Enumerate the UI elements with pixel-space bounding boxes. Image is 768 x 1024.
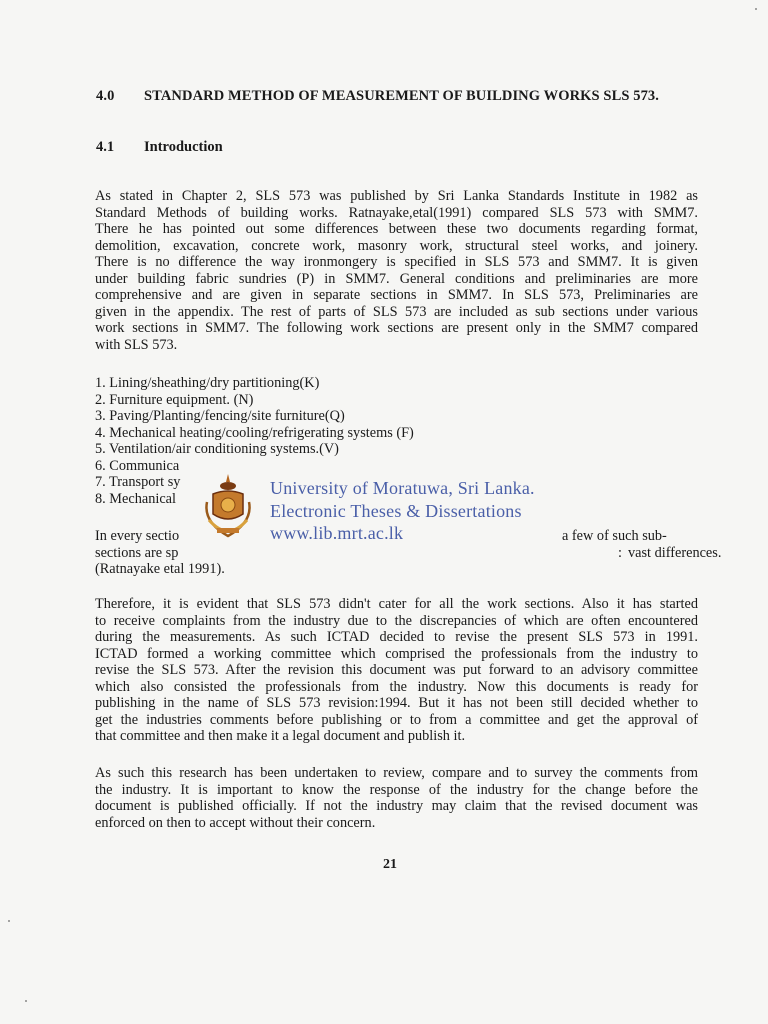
obscured-text-right: a few of such sub- (562, 528, 667, 544)
scan-speck (25, 1000, 27, 1002)
list-item: 8. Mechanical (95, 490, 176, 507)
list-item: 3. Paving/Planting/fencing/site furniture(Q) (95, 408, 345, 424)
text-line: revise the SLS 573. After the revision this document was put forward to an advisory committee (95, 662, 698, 678)
closing-paragraph (95, 765, 698, 831)
watermark-theses: Electronic Theses & Dissertations (270, 501, 522, 521)
list-item: 4. Mechanical heating/cooling/refrigerating systems (F) (95, 424, 414, 441)
text-line: get the industries comments before publishing or to from a committee and get the approval of (95, 711, 698, 728)
watermark-university: University of Moratuwa, Sri Lanka. (270, 478, 535, 498)
text-line: work sections in SMM7. The following work sections are present only in the SMM7 compared (95, 320, 698, 336)
text-line: document is published officially. If not the industry may claim that the revised document was (95, 798, 698, 814)
section-title: STANDARD METHOD OF MEASUREMENT OF BUILDING WORKS SLS 573. (144, 88, 660, 104)
obscured-text-left: sections are sp (95, 545, 179, 561)
text-line: publishing in the name of SLS 573 revision:1994. But it has not been still decided whether to (95, 695, 698, 711)
text-line: with SLS 573. (95, 336, 178, 353)
obscured-mark: : (618, 545, 622, 561)
scan-speck (755, 8, 757, 10)
section-number: 4.0 (96, 88, 115, 104)
list-item: 7. Transport sy (95, 474, 181, 490)
text-line: during the measurements. As such ICTAD decided to revise the present SLS 573 in 1991. (95, 629, 698, 645)
text-line: the industry. It is important to know the response of the industry for the change before the (95, 781, 698, 798)
body-paragraph (95, 596, 698, 745)
text-line: demolition, excavation, concrete work, masonry work, structural steel works, and joinery. (95, 237, 698, 254)
subsection-number: 4.1 (96, 139, 115, 155)
text-line: There he has pointed out some differences between these two documents regarding format, (95, 221, 698, 237)
list-item: 5. Ventilation/air conditioning systems.(V) (95, 441, 339, 457)
scan-speck (8, 920, 10, 922)
text-line: comprehensive and are given in separate sections in SMM7. In SLS 573, Preliminaries are (95, 287, 698, 303)
text-line: As such this research has been undertaken to review, compare and to survey the comments from (95, 765, 698, 781)
list-item: 1. Lining/sheathing/dry partitioning(K) (95, 375, 320, 391)
text-line: which also consisted the professionals from the industry. Now this documents is ready for (95, 678, 698, 695)
page-number: 21 (383, 857, 397, 872)
text-line: that committee and then make it a legal document and publish it. (95, 728, 466, 744)
watermark-url: www.lib.mrt.ac.lk (270, 523, 404, 543)
text-line: under building fabric sundries (P) in SMM7. General conditions and preliminaries are more (95, 270, 698, 287)
obscured-text-right: vast differences. (628, 545, 722, 561)
obscured-text-left: In every sectio (95, 528, 180, 544)
text-line: There is no difference the way ironmongery is specified in SLS 573 and SMM7. It is given (95, 254, 698, 270)
text-line: to receive complaints from the industry due to the discrepancies of which are often encountered (95, 612, 698, 629)
subsection-title: Introduction (144, 139, 223, 155)
list-item: 6. Communica (95, 457, 180, 474)
text-line: ICTAD formed a working committee which comprised the professionals from the industry to (95, 645, 698, 662)
text-line: given in the appendix. The rest of parts of SLS 573 are included as sub sections under various (95, 303, 698, 320)
section-heading (96, 88, 659, 105)
text-line: enforced on then to accept without their concern. (95, 814, 376, 831)
text-line: Standard Methods of building works. Ratnayake,etal(1991) compared SLS 573 with SMM7. (95, 204, 698, 221)
list-item: 2. Furniture equipment. (N) (95, 391, 254, 408)
text-line: As stated in Chapter 2, SLS 573 was published by Sri Lanka Standards Institute in 1982 as (95, 188, 698, 204)
subsection-heading (96, 139, 223, 156)
text-line: Therefore, it is evident that SLS 573 didn't cater for all the work sections. Also it has started (95, 596, 698, 612)
obscured-text-line: (Ratnayake etal 1991). (95, 561, 225, 577)
university-crest-watermark (203, 472, 253, 546)
intro-paragraph (95, 188, 698, 353)
